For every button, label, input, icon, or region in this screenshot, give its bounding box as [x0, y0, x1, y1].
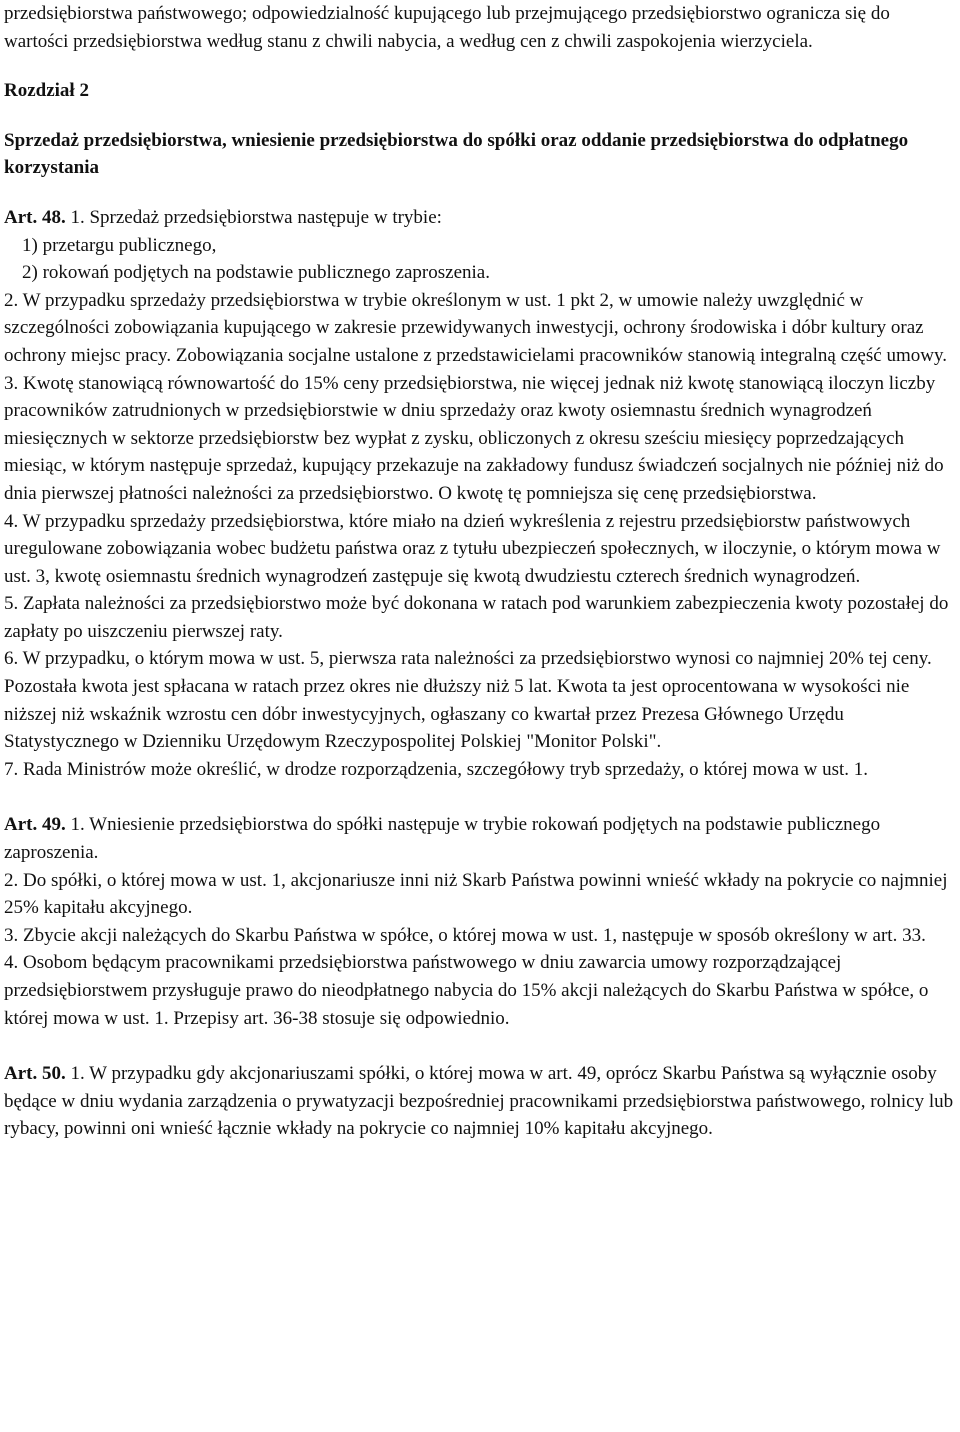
art48-list-item-1: 1) przetargu publicznego,	[22, 234, 217, 256]
art48-paragraph-2: 2. W przypadku sprzedaży przedsiębiorstwa w trybie określonym w ust. 1 pkt 2, w umowie należy uwzględnić w szczególności zobowiązania kupującego w zakresie przewidywanych inwestycji, ochrony środowiska i dóbr kultury oraz ochrony miejsc pracy. Zobowiązania socjalne ustalone z przedstawicielami pracowników stanowią integralną część umowy.	[4, 289, 947, 366]
article-50	[4, 1060, 956, 1143]
art49-paragraph-2: 2. Do spółki, o której mowa w ust. 1, akcjonariusze inni niż Skarb Państwa powinni wnieść wkłady na pokrycie co najmniej 25% kapitału akcyjnego.	[4, 869, 948, 919]
document-page	[4, 0, 956, 1143]
art48-label: Art. 48.	[4, 206, 66, 228]
art48-paragraph-4: 4. W przypadku sprzedaży przedsiębiorstwa, które miało na dzień wykreślenia z rejestru przedsiębiorstw państwowych uregulowane zobowiązania wobec budżetu państwa oraz z tytułu ubezpieczeń społecznych, w iloczynie, o którym mowa w ust. 3, kwotę osiemnastu średnich wynagrodzeń zastępuje się kwotą dwudziestu czterech średnich wynagrodzeń.	[4, 510, 941, 587]
art48-p1-text: 1. Sprzedaż przedsiębiorstwa następuje w trybie:	[70, 206, 442, 228]
art48-paragraph-7: 7. Rada Ministrów może określić, w drodze rozporządzenia, szczegółowy tryb sprzedaży, o której mowa w ust. 1.	[4, 758, 869, 780]
art49-p1-text: 1. Wniesienie przedsiębiorstwa do spółki następuje w trybie rokowań podjętych na podstawie publicznego zaproszenia.	[4, 814, 881, 864]
art48-paragraph-1	[4, 204, 956, 232]
art50-p1-text: 1. W przypadku gdy akcjonariuszami spółki, o której mowa w art. 49, oprócz Skarbu Państwa są wyłącznie osoby będące w dniu wydania zarządzenia o prywatyzacji bezpośredniej pracownikami przedsiębiorstwa państwowego, rolnicy lub rybacy, powinni oni wnieść łącznie wkłady na pokrycie co najmniej 10% kapitału akcyjnego.	[4, 1063, 954, 1140]
art49-paragraph-4: 4. Osobom będącym pracownikami przedsiębiorstwa państwowego w dniu zawarcia umowy rozporządzającej przedsiębiorstwem przysługuje prawo do nieodpłatnego nabycia do 15% akcji należących do Skarbu Państwa w spółce, o której mowa w ust. 1. Przepisy art. 36-38 stosuje się odpowiednio.	[4, 952, 929, 1029]
art48-paragraph-6: 6. W przypadku, o którym mowa w ust. 5, pierwsza rata należności za przedsiębiorstwo wynosi co najmniej 20% tej ceny. Pozostała kwota jest spłacana w ratach przez okres nie dłuższy niż 5 lat. Kwota ta jest oprocentowana w wysokości nie niższej niż wskaźnik wzrostu cen dóbr inwestycyjnych, ogłaszany co kwartał przez Prezesa Głównego Urzędu Statystycznego w Dzienniku Urzędowym Rzeczypospolitej Polskiej "Monitor Polski".	[4, 648, 932, 753]
art49-paragraph-3: 3. Zbycie akcji należących do Skarbu Państwa w spółce, o której mowa w ust. 1, następuje w sposób określony w art. 33.	[4, 924, 926, 946]
art50-paragraph-1	[4, 1060, 956, 1143]
intro-paragraph: przedsiębiorstwa państwowego; odpowiedzialność kupującego lub przejmującego przedsiębiorstwo ogranicza się do wartości przedsiębiorstwa według stanu z chwili nabycia, a według cen z chwili zaspokojenia wierzyciela.	[4, 3, 890, 52]
art50-label: Art. 50.	[4, 1063, 66, 1085]
chapter-title: Sprzedaż przedsiębiorstwa, wniesienie przedsiębiorstwa do spółki oraz oddanie przedsiębiorstwa do odpłatnego korzystania	[4, 129, 909, 179]
art49-paragraph-1	[4, 811, 956, 866]
article-49	[4, 811, 956, 1032]
article-48	[4, 204, 956, 783]
art48-list-item-2: 2) rokowań podjętych na podstawie publicznego zaproszenia.	[22, 262, 490, 284]
art48-paragraph-3: 3. Kwotę stanowiącą równowartość do 15% ceny przedsiębiorstwa, nie więcej jednak niż kwotę stanowiącą iloczyn liczby pracowników zatrudnionych w przedsiębiorstwie w dniu sprzedaży oraz kwoty osiemnastu średnich wynagrodzeń miesięcznych w sektorze przedsiębiorstw bez wypłat z zysku, obliczonych z okresu sześciu miesięcy poprzedzających miesiąc, w którym następuje sprzedaż, kupujący przekazuje na zakładowy fundusz świadczeń socjalnych nie później niż do dnia pierwszej płatności należności za przedsiębiorstwo. O kwotę tę pomniejsza się cenę przedsiębiorstwa.	[4, 372, 944, 504]
art48-paragraph-5: 5. Zapłata należności za przedsiębiorstwo może być dokonana w ratach pod warunkiem zabezpieczenia kwoty pozostałej do zapłaty po uiszczeniu pierwszej raty.	[4, 593, 949, 642]
art49-label: Art. 49.	[4, 814, 66, 836]
chapter-number: Rozdział 2	[4, 80, 89, 102]
